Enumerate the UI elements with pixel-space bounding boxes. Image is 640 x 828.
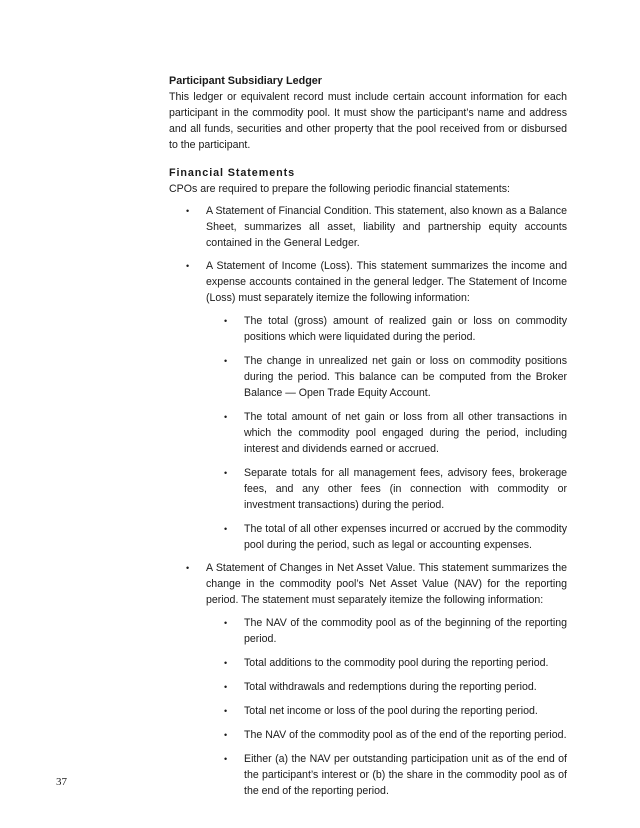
sub-list-item	[206, 409, 567, 457]
bullet-icon: •	[186, 206, 190, 216]
list-item-text: A Statement of Income (Loss). This statement summarizes the income and expense accounts contained in the general ledger. The Statement of Income (Loss) must separately itemize the following information:	[206, 260, 567, 304]
sub-list-item-text: The change in unrealized net gain or loss on commodity positions during the period. This balance can be computed from the Broker Balance — Open Trade Equity Account.	[244, 355, 567, 399]
sub-list-item	[206, 615, 567, 647]
sub-list-item	[206, 465, 567, 513]
list-item	[169, 258, 567, 553]
sub-list-item	[206, 655, 567, 671]
bullet-icon: •	[224, 730, 228, 740]
sub-list-item	[206, 751, 567, 799]
sub-list-item-text: The total amount of net gain or loss from all other transactions in which the commodity pool engaged during the period, including interest and dividends earned or accrued.	[244, 411, 567, 455]
sub-list	[206, 313, 567, 553]
bullet-icon: •	[224, 356, 228, 366]
financial-statements-intro: CPOs are required to prepare the following periodic financial statements:	[169, 183, 510, 195]
list-item-text: A Statement of Financial Condition. This statement, also known as a Balance Sheet, summarizes all asset, liability and partnership equity accounts contained in the General Ledger.	[206, 205, 567, 249]
sub-list-item-text: Total additions to the commodity pool during the reporting period.	[244, 657, 549, 669]
bullet-icon: •	[224, 412, 228, 422]
bullet-icon: •	[224, 316, 228, 326]
list-item	[169, 560, 567, 799]
sub-list-item	[206, 703, 567, 719]
sub-list-item	[206, 679, 567, 695]
sub-list	[206, 615, 567, 799]
sub-list-item-text: The total (gross) amount of realized gain or loss on commodity positions which were liquidated during the period.	[244, 315, 567, 343]
sub-list-item	[206, 353, 567, 401]
sub-list-item	[206, 521, 567, 553]
bullet-icon: •	[224, 682, 228, 692]
bullet-icon: •	[186, 563, 190, 573]
sub-list-item	[206, 313, 567, 345]
bullet-icon: •	[224, 658, 228, 668]
page-number: 37	[56, 776, 67, 788]
sub-list-item-text: Total net income or loss of the pool during the reporting period.	[244, 705, 538, 717]
sub-list-item-text: The total of all other expenses incurred or accrued by the commodity pool during the period, such as legal or accounting expenses.	[244, 523, 567, 551]
sub-list-item-text: Either (a) the NAV per outstanding participation unit as of the end of the participant’s interest or (b) the share in the commodity pool as of the end of the reporting period.	[244, 753, 567, 797]
ledger-heading: Participant Subsidiary Ledger	[169, 75, 322, 87]
statement-list	[169, 203, 567, 799]
bullet-icon: •	[186, 261, 190, 271]
sub-list-item	[206, 727, 567, 743]
bullet-icon: •	[224, 468, 228, 478]
list-item-text: A Statement of Changes in Net Asset Value. This statement summarizes the change in the commodity pool’s Net Asset Value (NAV) for the reporting period. The statement must separately itemize the following information:	[206, 562, 567, 606]
bullet-icon: •	[224, 524, 228, 534]
financial-statements-heading: Financial Statements	[169, 167, 296, 179]
ledger-paragraph: This ledger or equivalent record must include certain account information for each participant in the commodity pool. It must show the participant’s name and address and all funds, securities and other property that the pool received from or disbursed to the participant.	[169, 91, 567, 151]
page-body	[169, 73, 567, 799]
sub-list-item-text: The NAV of the commodity pool as of the beginning of the reporting period.	[244, 617, 567, 645]
sub-list-item-text: The NAV of the commodity pool as of the end of the reporting period.	[244, 729, 567, 741]
bullet-icon: •	[224, 618, 228, 628]
bullet-icon: •	[224, 754, 228, 764]
sub-list-item-text: Total withdrawals and redemptions during the reporting period.	[244, 681, 537, 693]
list-item	[169, 203, 567, 251]
bullet-icon: •	[224, 706, 228, 716]
sub-list-item-text: Separate totals for all management fees, advisory fees, brokerage fees, and any other fees (in connection with commodity or investment transactions) during the period.	[244, 467, 567, 511]
